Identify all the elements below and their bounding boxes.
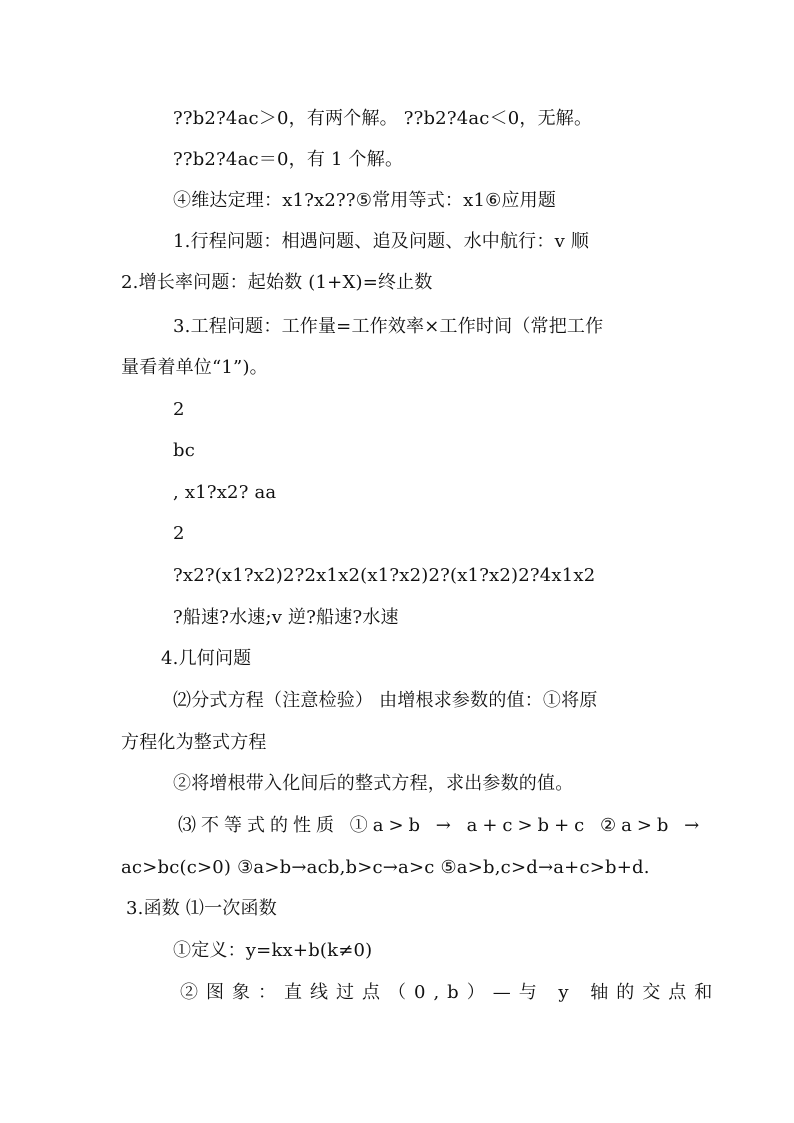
text-line: ②将增根带入化间后的整式方程，求出参数的值。: [173, 773, 574, 794]
text-line: 量看着单位“1”)。: [121, 357, 268, 378]
text-line: bc: [173, 440, 196, 461]
text-line: ⑶不等式的性质 ①a>b → a+c>b+c ②a>b →: [178, 815, 705, 836]
text-line: , x1?x2? aa: [173, 482, 277, 503]
text-line: ①定义：y=kx+b(k≠0): [173, 940, 373, 961]
text-line: ?船速?水速;v 逆?船速?水速: [173, 607, 399, 628]
text-line: 3.函数 ⑴一次函数: [126, 898, 277, 919]
text-line: 1.行程问题：相遇问题、追及问题、水中航行：v 顺: [173, 231, 590, 252]
text-line: 3.工程问题：工作量=工作效率×工作时间（常把工作: [173, 316, 604, 337]
text-line: 2: [173, 523, 185, 544]
text-line: ac>bc(c>0) ③a>b→acb,b>c→a>c ⑤a>b,c>d→a+c>b+d.: [121, 857, 650, 878]
text-line: ??b2?4ac＞0，有两个解。 ??b2?4ac＜0，无解。: [173, 108, 593, 129]
text-line: ⑵分式方程（注意检验） 由增根求参数的值：①将原: [173, 690, 598, 711]
text-line: ?x2?(x1?x2)2?2x1x2(x1?x2)2?(x1?x2)2?4x1x2: [173, 565, 596, 586]
text-line: ④维达定理：x1?x2??⑤常用等式：x1⑥应用题: [173, 190, 557, 211]
text-line: ②图象：直线过点（0,b）—与 y 轴的交点和: [180, 982, 721, 1003]
text-line: 方程化为整式方程: [121, 732, 267, 753]
text-line: 2: [173, 399, 185, 420]
text-line: ??b2?4ac＝0，有 1 个解。: [173, 149, 404, 170]
text-line: 4.几何问题: [161, 648, 252, 669]
text-line: 2.增长率问题：起始数 (1+X)=终止数: [121, 272, 433, 293]
